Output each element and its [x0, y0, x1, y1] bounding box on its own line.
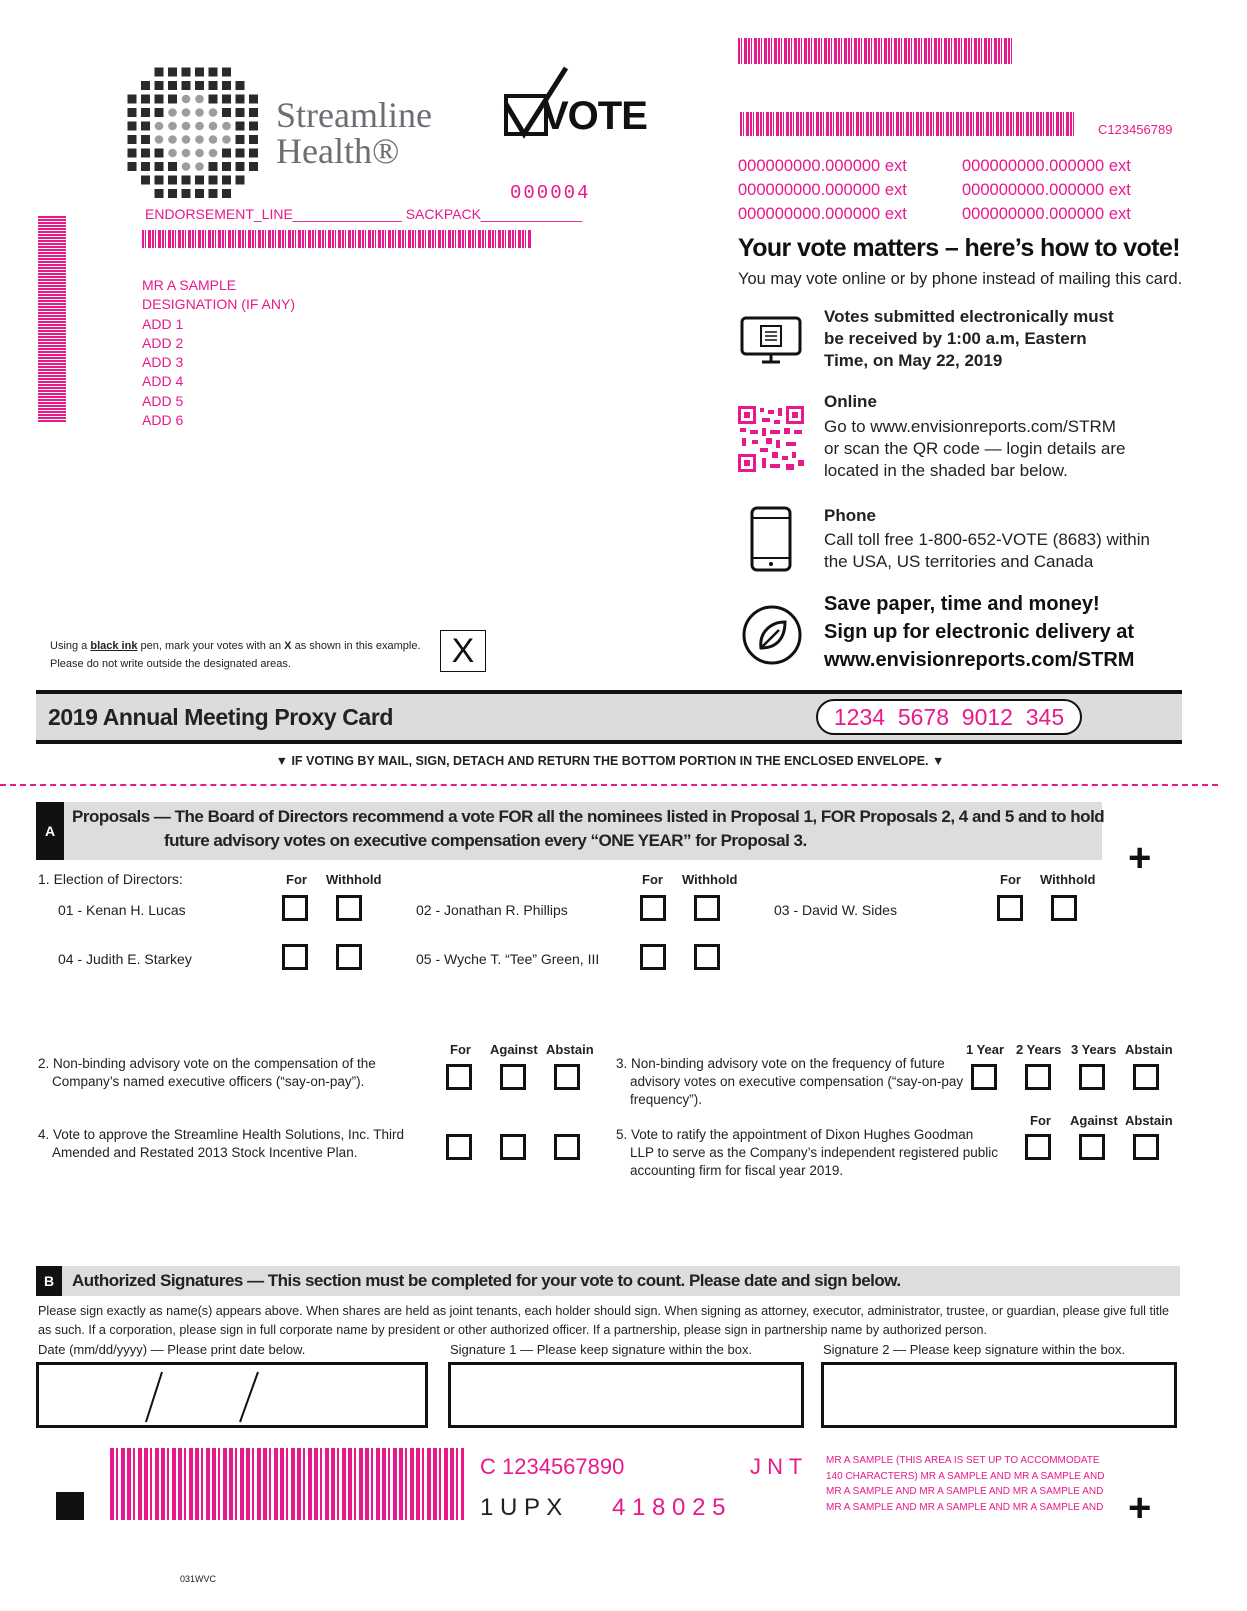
ext-line: 000000000.000000 ext: [738, 205, 907, 223]
black-ink-emphasis: black ink: [90, 640, 138, 652]
mailing-address: [142, 276, 295, 430]
ext-line: 000000000.000000 ext: [962, 205, 1131, 223]
proposal-5-against-checkbox[interactable]: [1079, 1134, 1105, 1160]
paper-line3: www.envisionreports.com/STRM: [824, 649, 1135, 671]
vote-mark: [502, 64, 647, 140]
phone-text: Call toll free 1-800-652-VOTE (8683) within the USA, US territories and Canada: [824, 530, 1150, 571]
nominee-label: 04 - Judith E. Starkey: [58, 951, 192, 967]
section-a-letter-box: [36, 802, 64, 860]
address-line: ADD 6: [142, 412, 184, 429]
address-line: MR A SAMPLE: [142, 277, 237, 293]
vertical-barcode: [38, 216, 66, 422]
plus-icon: +: [1128, 836, 1152, 880]
ink-text: pen, mark your votes with an: [137, 640, 285, 652]
section-a-bar: [36, 802, 1105, 860]
leaf-icon: [741, 604, 803, 666]
col-2years: 2 Years: [1016, 1042, 1062, 1057]
phone-icon: [750, 506, 792, 572]
col-withhold: Withhold: [1040, 872, 1096, 887]
logo-name-line1: Streamline: [276, 95, 432, 135]
nominee-02-withhold-checkbox[interactable]: [694, 895, 720, 921]
nominee-02-for-checkbox[interactable]: [640, 895, 666, 921]
control-code: C123456789: [1098, 122, 1173, 137]
ink-instruction-line2: Please do not write outside the designated areas.: [50, 658, 291, 670]
logo-name-line2: Health®: [276, 131, 400, 171]
footer-code: 4 1 8 0 2 5: [612, 1494, 726, 1521]
nominee-05-withhold-checkbox[interactable]: [694, 944, 720, 970]
registration-square: [56, 1492, 84, 1520]
paper-line1: Save paper, time and money!: [824, 593, 1100, 615]
date-separators: [36, 1362, 428, 1428]
nominee-label: 03 - David W. Sides: [774, 902, 897, 918]
sequence-number: 000004: [510, 182, 591, 204]
postal-barcode: [142, 230, 532, 248]
col-for: For: [286, 872, 307, 887]
section-b-letter: B: [43, 1273, 55, 1289]
col-against: Against: [1070, 1113, 1118, 1128]
proposal-5-abstain-checkbox[interactable]: [1133, 1134, 1159, 1160]
top-barcode: [738, 38, 1014, 64]
proposal-2-text: 2. Non-binding advisory vote on the compensation of the Company’s named executive officers (“say-on-pay”).: [38, 1056, 376, 1089]
address-line: ADD 3: [142, 354, 184, 371]
address-line: DESIGNATION (IF ANY): [142, 296, 295, 313]
vote-heading: Your vote matters – here’s how to vote!: [738, 234, 1180, 262]
nominee-label: 02 - Jonathan R. Phillips: [416, 902, 568, 918]
col-1year: 1 Year: [966, 1042, 1005, 1057]
online-title: Online: [824, 392, 877, 411]
col-against: Against: [490, 1042, 538, 1057]
col-for: For: [450, 1042, 471, 1057]
proxy-card-title-bar: [36, 690, 1182, 744]
nominee-03-for-checkbox[interactable]: [997, 895, 1023, 921]
date-label: Date (mm/dd/yyyy) — Please print date below.: [38, 1342, 306, 1357]
computer-icon: [740, 316, 802, 370]
signature-1-box[interactable]: [448, 1362, 804, 1428]
col-withhold: Withhold: [682, 872, 738, 887]
section-b-bar: [36, 1266, 1180, 1296]
company-logo: [124, 64, 464, 200]
card-number-pill: [816, 699, 1082, 735]
nominee-05-for-checkbox[interactable]: [640, 944, 666, 970]
proposal-3-2years-checkbox[interactable]: [1025, 1064, 1051, 1090]
col-for: For: [1000, 872, 1021, 887]
proposal-4-text: 4. Vote to approve the Streamline Health Solutions, Inc. Third Amended and Restated 2013 Stock Incentive Plan.: [38, 1127, 404, 1160]
ext-line: 000000000.000000 ext: [738, 181, 907, 199]
ext-line: 000000000.000000 ext: [962, 181, 1131, 199]
detach-instruction: ▼ IF VOTING BY MAIL, SIGN, DETACH AND RETURN THE BOTTOM PORTION IN THE ENCLOSED ENVELOPE. ▼: [275, 754, 945, 768]
phone-title: Phone: [824, 506, 876, 525]
plus-icon: +: [1128, 1486, 1152, 1530]
vote-label: VOTE: [542, 94, 647, 138]
proposal-2-abstain-checkbox[interactable]: [554, 1064, 580, 1090]
col-3years: 3 Years: [1071, 1042, 1117, 1057]
card-number: 1234 5678 9012 345: [833, 704, 1065, 730]
signature-instructions: Please sign exactly as name(s) appears above. When shares are held as joint tenants, each holder should sign. When signing as attorney, executor, administrator, trustee, or guardian, please give full title as such. If a corporation, please sign in full corporate name by president or other authorized officer. If a partnership, please sign in partnership name by authorized person.: [38, 1304, 1170, 1337]
nominee-label: 05 - Wyche T. “Tee” Green, III: [416, 951, 600, 967]
proposal-2-against-checkbox[interactable]: [500, 1064, 526, 1090]
section-b-letter-box: [36, 1266, 62, 1296]
endorsement-line: ENDORSEMENT_LINE______________ SACKPACK_____________: [145, 206, 583, 222]
paper-line2: Sign up for electronic delivery at: [824, 621, 1135, 643]
proposal-3-text: 3. Non-binding advisory vote on the frequency of future advisory votes on executive compensation (“say-on-pay frequency”).: [616, 1056, 964, 1107]
date-input-box[interactable]: [36, 1362, 428, 1428]
footer-jnt: J N T: [750, 1454, 803, 1479]
footer-barcode: [110, 1448, 464, 1520]
qr-code-icon: [738, 406, 804, 472]
signature-1-label: Signature 1 — Please keep signature within the box.: [450, 1342, 753, 1357]
form-code: 031WVC: [180, 1574, 217, 1584]
proposal-3-3years-checkbox[interactable]: [1079, 1064, 1105, 1090]
nominee-03-withhold-checkbox[interactable]: [1051, 895, 1077, 921]
section-a-letter: A: [44, 823, 56, 839]
x-emphasis: X: [284, 640, 292, 652]
proposal-3-1year-checkbox[interactable]: [971, 1064, 997, 1090]
vote-subheading: You may vote online or by phone instead of mailing this card.: [738, 270, 1183, 288]
control-barcode: [740, 112, 1076, 136]
footer-upx: 1 U P X: [480, 1494, 563, 1521]
example-mark: X: [451, 632, 475, 670]
detach-line: [0, 784, 1218, 786]
ink-text: Using a: [50, 640, 91, 652]
nominee-01-withhold-checkbox[interactable]: [336, 895, 362, 921]
election-label: 1. Election of Directors:: [38, 871, 183, 887]
nominee-01-for-checkbox[interactable]: [282, 895, 308, 921]
ext-line: 000000000.000000 ext: [962, 157, 1131, 175]
proposal-4-against-checkbox[interactable]: [500, 1134, 526, 1160]
footer-control: C 1234567890: [480, 1454, 625, 1479]
col-for: For: [642, 872, 663, 887]
card-title: 2019 Annual Meeting Proxy Card: [48, 704, 394, 730]
col-withhold: Withhold: [326, 872, 382, 887]
address-line: ADD 1: [142, 315, 184, 332]
col-abstain: Abstain: [546, 1042, 594, 1057]
col-abstain: Abstain: [1125, 1113, 1173, 1128]
signature-2-label: Signature 2 — Please keep signature within the box.: [823, 1342, 1126, 1357]
proposal-4-for-checkbox[interactable]: [446, 1134, 472, 1160]
logo-dots-icon: [124, 64, 262, 200]
online-text: Go to www.envisionreports.com/STRM or scan the QR code — login details are located in the shaded bar below.: [824, 417, 1126, 480]
col-abstain: Abstain: [1125, 1042, 1173, 1057]
col-for: For: [1030, 1113, 1051, 1128]
footer-sample-text: MR A SAMPLE (THIS AREA IS SET UP TO ACCOMMODATE 140 CHARACTERS) MR A SAMPLE AND MR A SAMPLE AND MR A SAMPLE AND MR A SAMPLE AND MR A SAMPLE AND MR A SAMPLE AND MR A SAMPLE AND MR A SAMPLE AND: [826, 1455, 1105, 1513]
address-line: ADD 5: [142, 392, 184, 409]
ink-text: as shown in this example.: [291, 640, 421, 652]
proposal-3-abstain-checkbox[interactable]: [1133, 1064, 1159, 1090]
ink-instruction-line1: [50, 637, 421, 655]
ext-line: 000000000.000000 ext: [738, 157, 907, 175]
proposal-4-abstain-checkbox[interactable]: [554, 1134, 580, 1160]
address-line: ADD 4: [142, 373, 184, 390]
section-b-title: Authorized Signatures — This section must be completed for your vote to count. Please date and sign below.: [72, 1271, 901, 1290]
nominee-04-withhold-checkbox[interactable]: [336, 944, 362, 970]
deadline-text: Votes submitted electronically must be received by 1:00 a.m, Eastern Time, on May 22, 2019: [824, 307, 1114, 370]
proposal-2-for-checkbox[interactable]: [446, 1064, 472, 1090]
example-mark-box: [440, 630, 486, 672]
ink-instruction: [50, 637, 421, 673]
proposal-5-text: 5. Vote to ratify the appointment of Dixon Hughes Goodman LLP to serve as the Company’s independent registered public accounting firm for fiscal year 2019.: [616, 1127, 998, 1178]
proposal-5-for-checkbox[interactable]: [1025, 1134, 1051, 1160]
section-a-title-line1: Proposals — The Board of Directors recommend a vote FOR all the nominees listed in Proposal 1, FOR Proposals 2, 4 and 5 and to hold: [72, 807, 1105, 826]
section-a-title-line2: future advisory votes on executive compensation every “ONE YEAR” for Proposal 3.: [164, 831, 807, 850]
nominee-04-for-checkbox[interactable]: [282, 944, 308, 970]
nominee-label: 01 - Kenan H. Lucas: [58, 902, 186, 918]
address-line: ADD 2: [142, 334, 184, 351]
signature-2-box[interactable]: [821, 1362, 1177, 1428]
